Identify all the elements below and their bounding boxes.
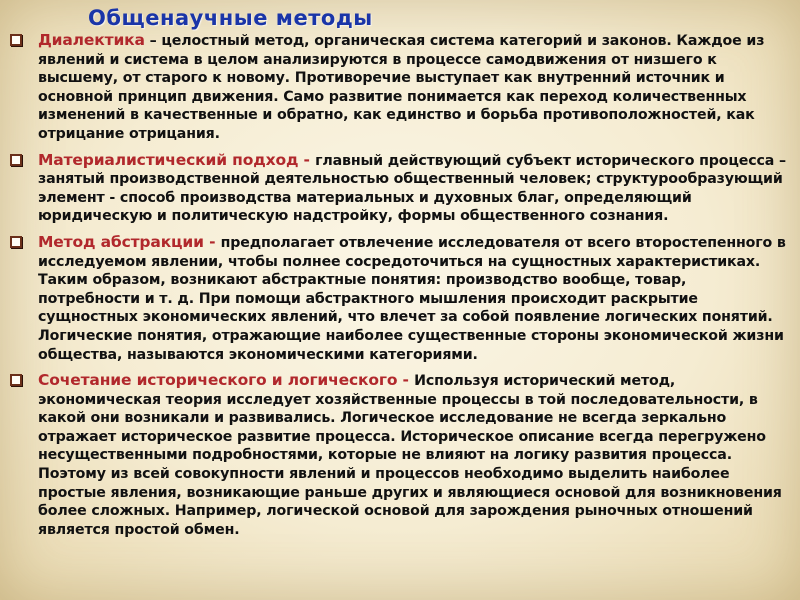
method-term: Материалистический подход -	[38, 150, 316, 169]
list-item-abstraction-method	[6, 233, 788, 364]
hollow-square-bullet-icon	[10, 236, 22, 248]
method-description: главный действующий субъект исторического процесса – занятый производственной деятельностью общественный человек; структурообразующий элемент - способ производства материальных и духовных благ, определяющий юридическую и политическую надстройку, формы общественного сознания.	[38, 152, 786, 225]
slide-title: Общенаучные методы	[88, 6, 373, 30]
method-description: – целостный метод, органическая система категорий и законов. Каждое из явлений и система в целом анализируются в процессе самодвижения от низшего к высшему, от старого к новому. Противоречие выступает как внутренний источник и основной принцип движения. Само развитие понимается как переход количественных изменений в качественные и обратно, как единство и борьба противоположностей, как отрицание отрицания.	[38, 33, 765, 142]
list-item-historical-logical	[6, 371, 788, 539]
method-term: Диалектика	[38, 31, 145, 49]
hollow-square-bullet-icon	[10, 154, 22, 166]
method-description: Используя исторический метод, экономическая теория исследует хозяйственные процессы в той последовательности, в какой они возникали и развивались. Логическое исследование не всегда зеркально отражает историческое развитие процесса. Историческое описание всегда перегружено несущественными подробностями, которые не влияют на логику развития процесса. Поэтому из всей совокупности явлений и процессов необходимо выделить наиболее простые явления, возникающие раньше других и являющиеся основой для возникновения более сложных. Например, логической основой для зарождения рыночных отношений является простой обмен.	[38, 373, 782, 538]
hollow-square-bullet-icon	[10, 374, 22, 386]
method-list	[6, 31, 788, 539]
hollow-square-bullet-icon	[10, 34, 22, 46]
list-item-dialectics	[6, 31, 788, 144]
method-description: предполагает отвлечение исследователя от всего второстепенного в исследуемом явлении, чтобы полнее сосредоточиться на сущностных характеристиках. Таким образом, возникают абстрактные понятия: производство вообще, товар, потребности и т. д. При помощи абстрактного мышления происходит раскрытие сущностных экономических явлений, что влечет за собой появление логических понятий. Логические понятия, отражающие наиболее существенные стороны экономической жизни общества, называются экономическими категориями.	[38, 234, 786, 363]
method-term: Метод абстракции -	[38, 232, 221, 251]
list-item-materialist-approach	[6, 151, 788, 226]
method-term: Сочетание исторического и логического -	[38, 371, 415, 390]
